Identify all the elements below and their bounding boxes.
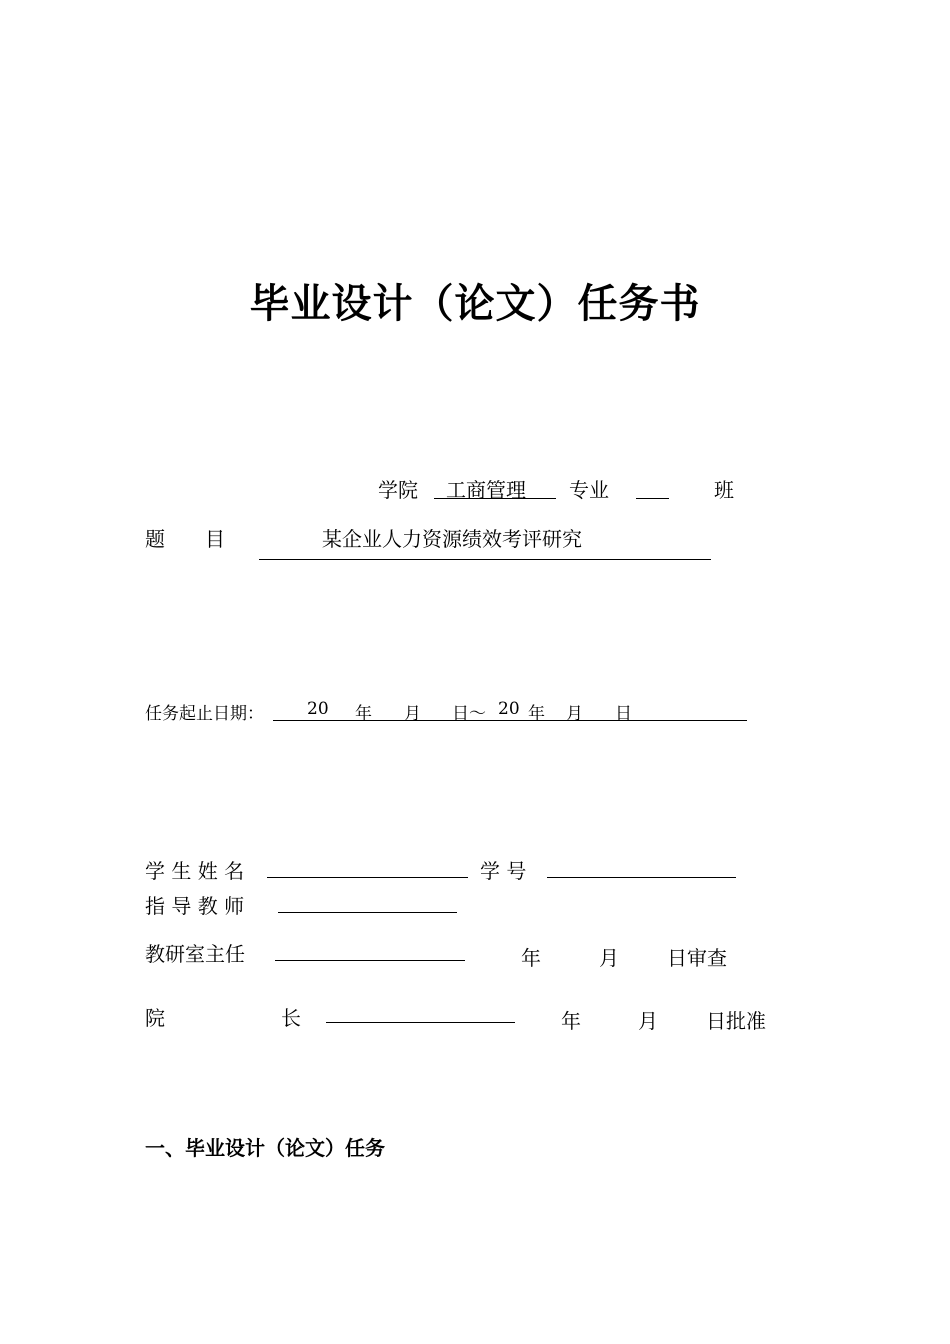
document-title: 毕业设计（论文）任务书 bbox=[249, 281, 701, 327]
dean-year-char: 年 bbox=[561, 1009, 581, 1033]
end-year-char: 年 bbox=[528, 704, 545, 724]
topic-underline bbox=[259, 559, 711, 560]
director-year-char: 年 bbox=[521, 946, 541, 970]
student-id-underline bbox=[547, 877, 736, 878]
class-label: 班 bbox=[714, 478, 734, 502]
major-label: 专业 bbox=[569, 478, 609, 502]
topic-label: 题 目 bbox=[145, 527, 225, 551]
college-value: 工商管理 bbox=[446, 478, 526, 502]
dean-month-char: 月 bbox=[638, 1009, 658, 1033]
director-month-char: 月 bbox=[599, 946, 619, 970]
college-label: 学院 bbox=[378, 478, 418, 502]
start-year: 20 bbox=[307, 699, 329, 719]
dean-label-right: 长 bbox=[281, 1006, 301, 1030]
end-month-char: 月 bbox=[566, 704, 583, 724]
student-name-label: 学 生 姓 名 bbox=[145, 859, 245, 883]
director-action: 日审查 bbox=[667, 946, 727, 970]
college-underline bbox=[434, 498, 556, 499]
dean-underline bbox=[326, 1022, 515, 1023]
dates-label: 任务起止日期： bbox=[145, 704, 264, 724]
start-year-char: 年 bbox=[355, 704, 372, 724]
student-name-underline bbox=[267, 877, 468, 878]
section-heading: 一、毕业设计（论文）任务 bbox=[145, 1136, 385, 1160]
start-day-char: 日～ bbox=[452, 704, 486, 724]
director-underline bbox=[275, 960, 465, 961]
major-underline bbox=[636, 498, 669, 499]
dates-underline bbox=[273, 720, 747, 721]
topic-value: 某企业人力资源绩效考评研究 bbox=[322, 527, 582, 551]
end-year: 20 bbox=[498, 699, 520, 719]
end-day-char: 日 bbox=[615, 704, 632, 724]
advisor-underline bbox=[278, 912, 457, 913]
dean-label-left: 院 bbox=[145, 1006, 165, 1030]
student-id-label: 学 号 bbox=[480, 859, 527, 883]
start-month-char: 月 bbox=[404, 704, 421, 724]
director-label: 教研室主任 bbox=[145, 942, 245, 966]
advisor-label: 指 导 教 师 bbox=[145, 894, 245, 918]
dean-action: 日批准 bbox=[706, 1009, 766, 1033]
